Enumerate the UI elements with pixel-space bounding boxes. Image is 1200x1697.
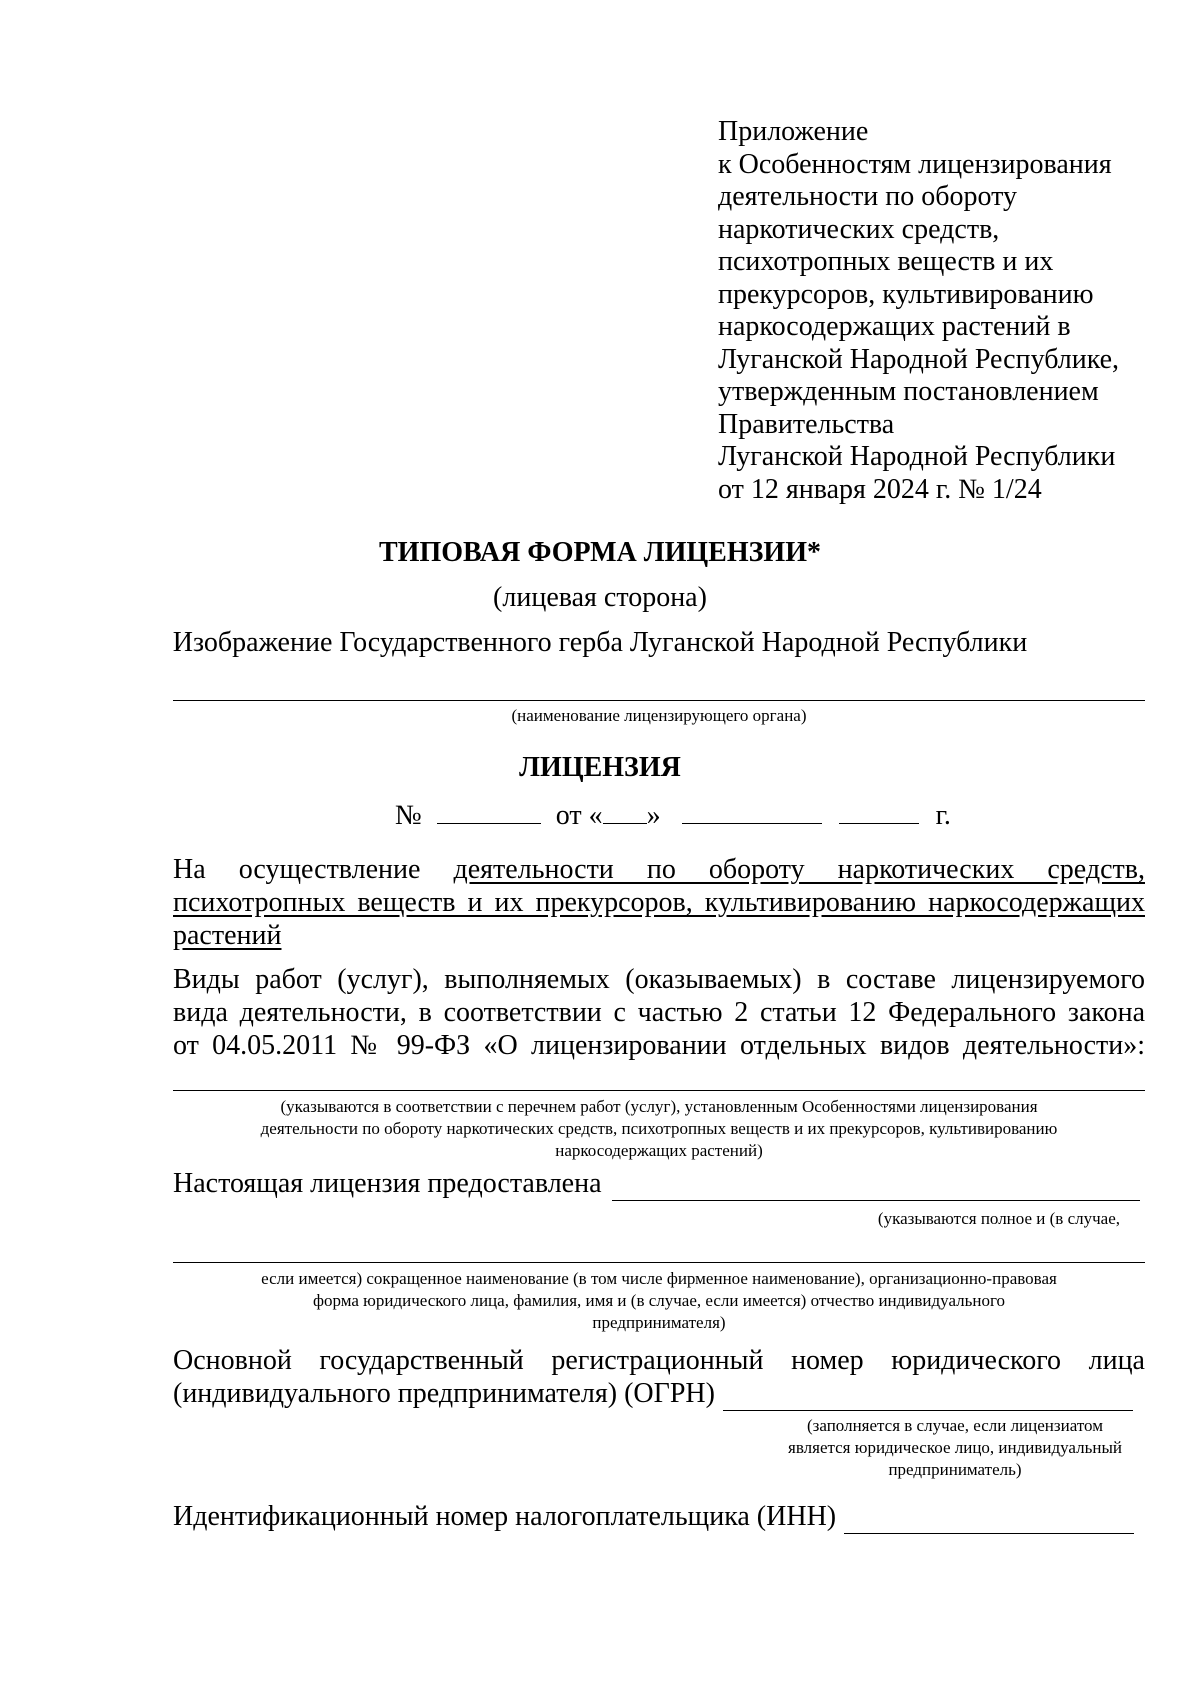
appendix-line: прекурсоров, культивированию [718,278,1094,310]
appendix-line: наркосодержащих растений в [718,311,1071,342]
ogrn-caption-line: (заполняется в случае, если лицензиатом [807,1416,1103,1435]
granted-caption-line: если имеется) сокращенное наименование (в том числе фирменное наименование), организационно-правовая [261,1269,1057,1288]
works-caption-line: (указываются в соответствии с перечнем работ (услуг), установленным Особенностями лицензирования [280,1097,1038,1116]
from-label: от « [555,800,603,831]
granted-row [173,1168,1140,1201]
authority-blank-line[interactable] [173,700,1145,701]
works-caption-line: деятельности по обороту наркотических средств, психотропных веществ и их прекурсоров, культивированию [260,1119,1058,1138]
activity-underlined-1: деятельности по обороту наркотических средств, [453,854,1145,885]
year-suffix: г. [935,800,951,831]
granted-blank-line-2[interactable] [173,1262,1145,1263]
license-number-row [395,799,951,833]
granted-caption [173,1268,1145,1334]
appendix-line: наркотических средств, [718,213,1000,245]
appendix-line: к Особенностям лицензирования [718,148,1112,180]
ogrn-line-1: Основной государственный регистрационный номер юридического лица [173,1345,1145,1376]
activity-underlined-2: психотропных веществ и их прекурсоров, культивированию наркосодержащих [173,887,1145,918]
license-heading: ЛИЦЕНЗИЯ [519,752,681,783]
works-caption-line: наркосодержащих растений) [555,1141,763,1160]
number-label: № [395,800,422,831]
emblem-placeholder-text: Изображение Государственного герба Луганской Народной Республики [172,627,1028,658]
ogrn-caption-line: является юридическое лицо, индивидуальный [788,1438,1122,1457]
activity-line-3 [173,920,1145,953]
year-blank[interactable] [839,799,919,824]
month-blank[interactable] [682,799,822,824]
ogrn-blank[interactable] [723,1382,1133,1411]
day-blank[interactable] [603,799,647,824]
granted-blank[interactable] [612,1172,1140,1201]
activity-line-1 [173,854,1145,887]
quote-close: » [646,800,661,831]
appendix-block [718,116,1188,506]
ogrn-label: (индивидуального предпринимателя) (ОГРН) [173,1378,715,1409]
inn-blank[interactable] [844,1505,1134,1534]
appendix-line: Приложение [718,116,869,147]
form-side: (лицевая сторона) [493,582,707,613]
activity-prefix: На осуществление [173,854,421,885]
appendix-line: деятельности по обороту [718,181,1018,212]
inn-row [173,1501,1134,1534]
works-blank-line[interactable] [173,1090,1145,1091]
appendix-line: Правительства [718,408,895,440]
appendix-line: от 12 января 2024 г. № 1/24 [718,473,1042,505]
granted-caption-line: форма юридического лица, фамилия, имя и (в случае, если имеется) отчество индивидуального [312,1291,1006,1310]
activity-line-2 [173,887,1145,920]
appendix-line: психотропных веществ и их [718,246,1054,277]
activity-underlined-3: растений [173,920,282,951]
ogrn-row [173,1378,1133,1411]
granted-label: Настоящая лицензия предоставлена [173,1168,602,1199]
license-number-blank[interactable] [437,799,541,824]
works-line-3: от 04.05.2011 № 99-ФЗ «О лицензировании отдельных видов деятельности»: [173,1030,1145,1061]
granted-caption-line: предпринимателя) [592,1313,726,1332]
works-line-1: Виды работ (услуг), выполняемых (оказываемых) в составе лицензируемого [173,964,1145,995]
ogrn-caption [745,1415,1165,1481]
works-line-2: вида деятельности, в соответствии с частью 2 статьи 12 Федерального закона [173,997,1145,1028]
works-caption [173,1096,1145,1162]
appendix-line: утвержденным постановлением [718,376,1099,407]
ogrn-caption-line: предприниматель) [888,1460,1022,1479]
appendix-line: Луганской Народной Республики [718,441,1116,472]
authority-caption: (наименование лицензирующего органа) [511,706,807,725]
form-title: ТИПОВАЯ ФОРМА ЛИЦЕНЗИИ* [379,537,821,568]
granted-caption-right: (указываются полное и (в случае, [877,1209,1120,1228]
inn-label: Идентификационный номер налогоплательщика (ИНН) [173,1501,837,1532]
appendix-line: Луганской Народной Республике, [718,343,1120,375]
